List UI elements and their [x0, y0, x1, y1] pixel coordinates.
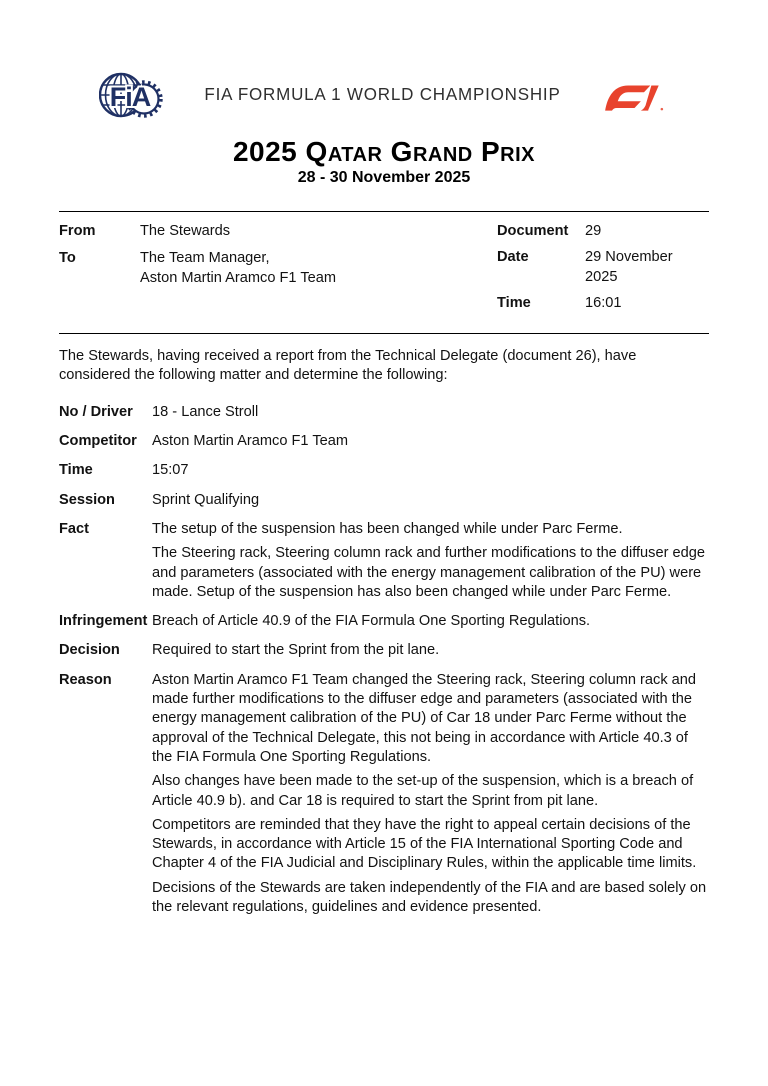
detail-label: Competitor: [59, 433, 137, 450]
meta-right-column: [497, 222, 709, 320]
detail-row-fact: [59, 520, 709, 602]
detail-row-reason: [59, 671, 709, 918]
f1-logo-icon: [602, 81, 665, 113]
detail-paragraph: 15:07: [152, 462, 189, 479]
detail-value: [152, 461, 709, 480]
detail-paragraph: Required to start the Sprint from the pit lane.: [152, 642, 440, 659]
detail-paragraph: Breach of Article 40.9 of the FIA Formula One Sporting Regulations.: [152, 613, 591, 630]
fia-logo-icon: [99, 65, 163, 129]
detail-label: No / Driver: [59, 403, 133, 420]
detail-paragraph: 18 - Lance Stroll: [152, 403, 259, 420]
detail-row-competitor: [59, 432, 709, 451]
f1-logo: [602, 81, 665, 113]
detail-row-decision: [59, 641, 709, 660]
detail-paragraph: Aston Martin Aramco F1 Team changed the Steering rack, Steering column rack and made further modifications to the diffuser edge and parameters (associated with the energy management calibration of the PU) of Car 18 under Parc Ferme without the approval of the Technical Delegate, this not being in accordance with Article 40.3 of the FIA Formula One Sporting Regulations.: [152, 671, 697, 765]
event-title: 2025 Qatar Grand Prix: [232, 136, 536, 167]
time-value: 16:01: [585, 294, 622, 311]
meta-table: [59, 211, 709, 334]
date-value: 29 November 2025: [585, 249, 673, 285]
detail-value: [152, 432, 709, 451]
to-label: To: [59, 250, 76, 267]
detail-value: [152, 641, 709, 660]
detail-label: Infringement: [59, 613, 148, 630]
to-value-line2: Aston Martin Aramco F1 Team: [140, 269, 337, 286]
detail-row-time: [59, 461, 709, 480]
detail-row-no-driver: [59, 403, 709, 422]
document-value: 29: [585, 223, 602, 239]
detail-value: [152, 612, 709, 631]
detail-paragraph: Aston Martin Aramco F1 Team: [152, 433, 349, 450]
meta-row-time: [497, 294, 709, 313]
svg-text:FiA: FiA: [109, 82, 151, 112]
intro-paragraph: The Stewards, having received a report from the Technical Delegate (document 26), have considered the following matter and determine the following:: [59, 348, 637, 384]
detail-value: [152, 520, 709, 602]
detail-value: [152, 403, 709, 422]
detail-paragraph: The setup of the suspension has been changed while under Parc Ferme.: [152, 520, 623, 537]
detail-label: Fact: [59, 520, 90, 537]
from-value: The Stewards: [140, 223, 231, 239]
detail-label: Session: [59, 491, 115, 508]
meta-left-column: [59, 222, 497, 320]
detail-label: Decision: [59, 642, 120, 659]
from-label: From: [59, 223, 96, 239]
detail-value: [152, 671, 709, 918]
decision-details: [59, 403, 709, 918]
detail-paragraph: The Steering rack, Steering column rack and further modifications to the diffuser edge and parameters (associated with the energy management calibration of the PU) were made. Setup of the suspension has also been changed while under Parc Ferme.: [152, 545, 705, 600]
detail-label: Time: [59, 462, 93, 479]
meta-row-from: [59, 222, 497, 241]
detail-label: Reason: [59, 671, 112, 688]
date-label: Date: [497, 249, 529, 266]
detail-paragraph: Decisions of the Stewards are taken independently of the FIA and are based solely on the relevant regulations, guidelines and evidence presented.: [152, 879, 707, 916]
document-header: [59, 64, 709, 130]
meta-row-to: [59, 249, 497, 288]
championship-title: FIA FORMULA 1 WORLD CHAMPIONSHIP: [204, 84, 561, 105]
meta-row-date: [497, 248, 709, 287]
document-label: Document: [497, 223, 569, 239]
fia-logo: [99, 65, 163, 129]
to-value-line1: The Team Manager,: [140, 250, 270, 267]
event-date-range: 28 - 30 November 2025: [297, 169, 471, 186]
detail-row-session: [59, 491, 709, 510]
detail-row-infringement: [59, 612, 709, 631]
time-label: Time: [497, 294, 531, 311]
to-value: [140, 249, 497, 288]
detail-paragraph: Also changes have been made to the set-up of the suspension, which is a breach of Article 40.9 b). and Car 18 is required to start the Sprint from pit lane.: [152, 773, 694, 809]
detail-value: [152, 491, 709, 510]
detail-paragraph: Sprint Qualifying: [152, 491, 260, 508]
detail-paragraph: Competitors are reminded that they have the right to appeal certain decisions of the Stewards, in accordance with Article 15 of the FIA International Sporting Code and Chapter 4 of the FIA Judicial and Disciplinary Rules, within the applicable time limits.: [152, 816, 697, 872]
meta-row-document: [497, 222, 709, 241]
